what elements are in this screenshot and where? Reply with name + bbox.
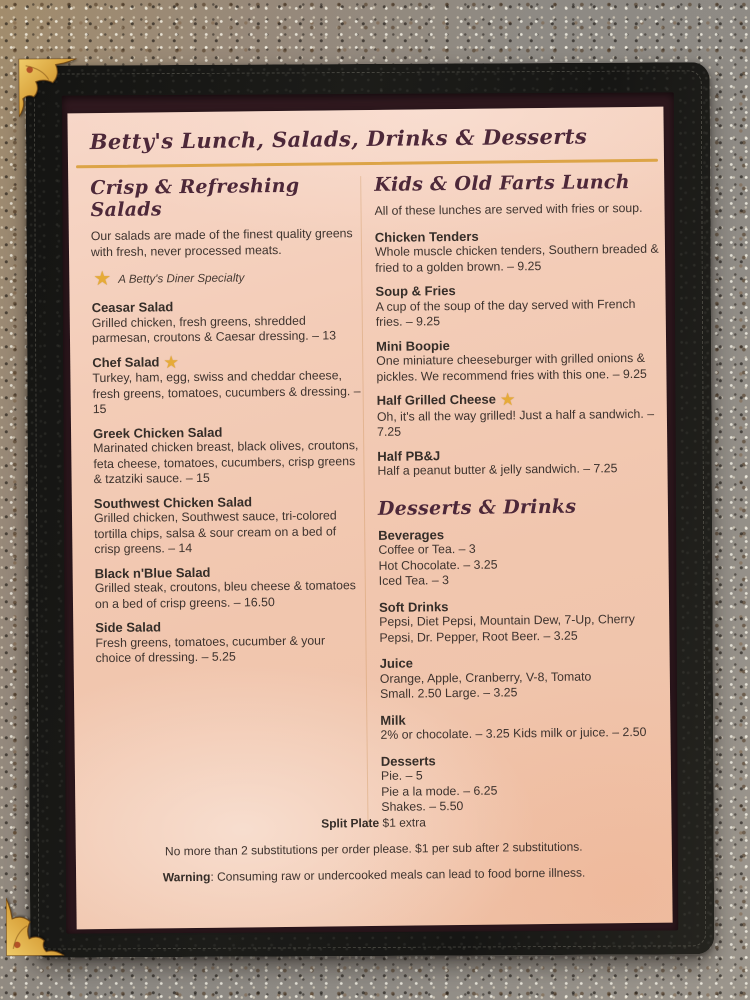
menu-item-mini-boopie [376, 335, 661, 385]
item-name-text: Ceasar Salad [91, 299, 174, 316]
gold-corner-ornament-icon [6, 898, 64, 956]
split-plate-label: Split Plate [321, 815, 380, 831]
menu-footer [75, 813, 672, 898]
section-header-salads: Crisp & Refreshing Salads [90, 174, 300, 222]
group-name: Milk [380, 712, 406, 728]
item-desc: Marinated chicken breast, black olives, croutons, feta cheese, tomatoes, cucumbers, crisp greens & tzatziki sauce. – 15 [93, 438, 359, 487]
item-desc: Grilled chicken, Southwest sauce, tri-colored tortilla chips, salsa & sour cream on a bed of crisp greens. – 14 [93, 508, 337, 557]
item-name-text: Half Grilled Cheese [376, 391, 497, 408]
drink-group-juice [380, 653, 665, 703]
section-header-kids-lunch: Kids & Old Farts Lunch [374, 171, 630, 196]
lunch-intro: All of these lunches are served with fries or soup. [374, 200, 643, 218]
specialty-star-icon: ★ [164, 353, 178, 371]
group-line: Pie a la mode. – 6.25 [381, 783, 498, 799]
menu-inner-mat [62, 92, 678, 933]
group-line: Shakes. – 5.50 [381, 798, 464, 814]
group-line: Small. 2.50 Large. – 3.25 [379, 685, 518, 701]
item-name-text: Chef Salad [92, 353, 160, 370]
group-line: Hot Chocolate. – 3.25 [378, 557, 498, 573]
group-line: Pepsi, Diet Pepsi, Mountain Dew, 7-Up, Cherry Pepsi, Dr. Pepper, Root Beer. – 3.25 [379, 612, 635, 645]
menu-item-side-salad [95, 617, 364, 667]
menu-item-half-grilled-cheese [377, 390, 662, 441]
group-line: Orange, Apple, Cranberry, V-8, Tomato [379, 669, 592, 686]
item-name-text: Mini Boopie [376, 337, 450, 354]
item-name-text: Side Salad [95, 619, 162, 636]
drink-group-soft-drinks [379, 596, 664, 646]
group-line: Coffee or Tea. – 3 [378, 541, 476, 557]
item-desc: Whole muscle chicken tenders, Southern breaded & fried to a golden brown. – 9.25 [374, 241, 659, 275]
item-desc: One miniature cheeseburger with grilled onions & pickles. We recommend fries with this one. – 9.25 [376, 350, 647, 384]
menu-item-soup-and-fries [375, 281, 660, 331]
item-name-text: Black n'Blue Salad [94, 564, 211, 581]
item-desc: Fresh greens, tomatoes, cucumber & your choice of dressing. – 5.25 [95, 633, 326, 666]
specialty-star-icon: ★ [93, 267, 112, 291]
item-name-text: Soup & Fries [375, 283, 456, 299]
menu-item-black-n-blue-salad [95, 563, 364, 613]
drink-group-beverages [378, 524, 663, 589]
title-underline [76, 159, 658, 168]
menu-item-chicken-tenders [375, 226, 660, 276]
split-plate-rest: $1 extra [379, 815, 426, 830]
group-name: Juice [379, 655, 414, 671]
warning-rest: : Consuming raw or undercooked meals can lead to food borne illness. [210, 865, 586, 884]
salads-intro: Our salads are made of the finest quality greens with fresh, never processed meats. [90, 226, 353, 259]
item-name-text: Half PB&J [377, 447, 441, 464]
warning-note [76, 865, 672, 886]
group-name: Soft Drinks [378, 598, 449, 615]
lunch-drinks-column [374, 171, 665, 826]
drink-group-milk [380, 709, 664, 743]
menu-item-ceasar-salad [92, 297, 361, 347]
item-desc: Grilled chicken, fresh greens, shredded parmesan, croutons & Caesar dressing. – 13 [91, 313, 337, 346]
menu-leather-cover [26, 62, 715, 958]
substitutions-note: No more than 2 substitutions per order please. $1 per sub after 2 substitutions. [164, 839, 583, 859]
specialty-legend [93, 267, 359, 291]
page-title: Betty's Lunch, Salads, Drinks & Desserts [89, 123, 588, 155]
item-desc: Half a peanut butter & jelly sandwich. – 7.25 [377, 461, 618, 478]
menu-page [67, 107, 672, 930]
item-desc: Oh, it's all the way grilled! Just a half a sandwich. – 7.25 [376, 406, 655, 439]
section-header-desserts-drinks: Desserts & Drinks [377, 495, 577, 520]
specialty-star-icon: ★ [500, 391, 515, 409]
specialty-note: A Betty's Diner Specialty [118, 270, 245, 286]
item-desc: Grilled steak, croutons, bleu cheese & tomatoes on a bed of crisp greens. – 16.50 [94, 578, 356, 611]
item-name-text: Southwest Chicken Salad [93, 493, 253, 511]
group-name: Beverages [378, 526, 445, 543]
menu-item-half-pbj [377, 445, 661, 479]
item-name-text: Chicken Tenders [374, 228, 479, 245]
item-name-text: Greek Chicken Salad [92, 424, 223, 441]
split-plate-note [75, 813, 671, 834]
menu-item-greek-chicken-salad [93, 423, 362, 488]
salads-column [90, 174, 364, 675]
group-line: Iced Tea. – 3 [378, 573, 450, 588]
warning-label: Warning [162, 869, 211, 885]
group-line: Pie. – 5 [380, 768, 423, 783]
item-desc: Turkey, ham, egg, swiss and cheddar cheese, fresh greens, tomatoes, cucumbers & dressing. – 15 [92, 368, 361, 417]
group-line: 2% or chocolate. – 3.25 Kids milk or juice. – 2.50 [380, 724, 647, 742]
drink-group-desserts [381, 750, 666, 815]
group-name: Desserts [380, 752, 436, 769]
menu-item-chef-salad [92, 352, 361, 418]
menu-item-southwest-chicken-salad [94, 493, 363, 558]
item-desc: A cup of the soup of the day served with French fries. – 9.25 [375, 296, 636, 329]
